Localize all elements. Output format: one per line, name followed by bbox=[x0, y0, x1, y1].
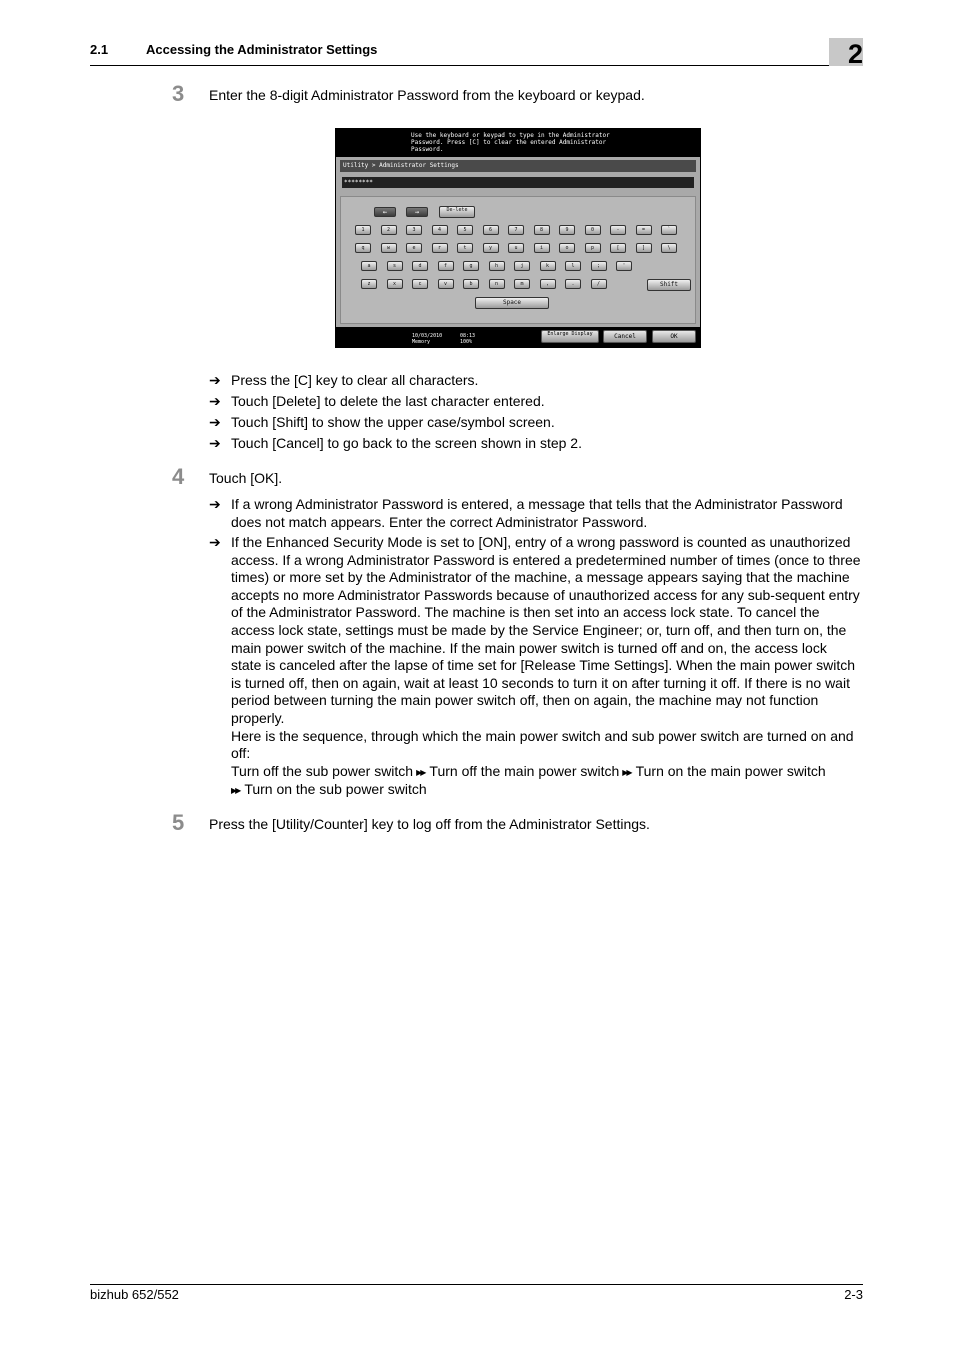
double-arrow-icon: ▶▶ bbox=[622, 767, 631, 777]
cancel-button[interactable]: Cancel bbox=[603, 330, 647, 343]
panel-message: Use the keyboard or keypad to type in the Administrator Password. Press [C] to clear the entered Administrator Password. bbox=[411, 132, 610, 153]
arrow-icon: ➔ bbox=[209, 496, 221, 512]
shift-key[interactable]: Shift bbox=[647, 279, 691, 291]
keyboard-key[interactable]: h bbox=[489, 261, 505, 271]
bullet-item bbox=[209, 534, 861, 800]
chapter-tab bbox=[829, 38, 863, 69]
bullet-paragraph: If the Enhanced Security Mode is set to [ON], entry of a wrong password is counted as unauthorized access. If a wrong Administrator Password is entered a predetermined number of times (once to three times) or more set by the Administrator of the machine, a message appears saying that the machine accepts no more Administrator Passwords because of unauthorized access for any sub-sequent entry of the Administrator Password. The machine is then set into an access lock state. To cancel the access lock state, settings must be made by the Service Engineer; or, turn off, and then turn on, the main power switch of the machine. If the main power switch is turned off and on, the access lock state is canceled after the lapse of time set for [Release Time Settings]. When the main power switch is turned off, then on again, wait at least 10 seconds to turn it on after turning it off. If there is no wait period between turning the main power switch off, then on again, the machine may not function properly. bbox=[231, 534, 861, 726]
status-bar bbox=[336, 327, 700, 347]
keyboard-key[interactable]: q bbox=[355, 243, 371, 253]
keyboard-key[interactable]: u bbox=[508, 243, 524, 253]
keyboard-key[interactable]: 5 bbox=[457, 225, 473, 235]
delete-key[interactable]: De-lete bbox=[439, 206, 475, 218]
keyboard-key[interactable]: 8 bbox=[534, 225, 550, 235]
keyboard-key[interactable]: l bbox=[565, 261, 581, 271]
keyboard-key[interactable]: k bbox=[540, 261, 556, 271]
bullet-item bbox=[209, 435, 861, 453]
keyboard-area bbox=[340, 196, 696, 324]
keyboard-key[interactable]: e bbox=[406, 243, 422, 253]
sequence-step: Turn off the sub power switch bbox=[231, 762, 414, 779]
message-bar bbox=[336, 129, 700, 157]
double-arrow-icon: ▶▶ bbox=[416, 767, 425, 777]
power-sequence bbox=[231, 763, 861, 800]
control-panel-screenshot bbox=[335, 128, 701, 348]
memory-value: 100% bbox=[460, 339, 473, 345]
keyboard-key[interactable]: z bbox=[361, 279, 377, 289]
memory-label: Memory bbox=[412, 339, 431, 345]
step-text: Enter the 8-digit Administrator Password from the keyboard or keypad. bbox=[209, 87, 645, 103]
keyboard-key[interactable]: \ bbox=[661, 243, 677, 253]
ok-button[interactable]: OK bbox=[652, 330, 696, 343]
step-number: 5 bbox=[172, 810, 185, 835]
enlarge-display-button[interactable]: Enlarge Display bbox=[541, 330, 599, 343]
keyboard-key[interactable]: ; bbox=[591, 261, 607, 271]
keyboard-key[interactable]: - bbox=[610, 225, 626, 235]
double-arrow-icon: ▶▶ bbox=[231, 786, 240, 796]
keyboard-key[interactable]: f bbox=[438, 261, 454, 271]
keyboard-key[interactable]: 0 bbox=[585, 225, 601, 235]
arrow-icon: ➔ bbox=[209, 372, 221, 388]
bullet-text: Touch [Delete] to delete the last character entered. bbox=[231, 393, 545, 409]
sequence-step: Turn on the sub power switch bbox=[244, 781, 427, 798]
keyboard-key[interactable]: r bbox=[432, 243, 448, 253]
keyboard-key[interactable]: ] bbox=[636, 243, 652, 253]
keyboard-key[interactable]: x bbox=[387, 279, 403, 289]
sequence-step: Turn on the main power switch bbox=[635, 762, 826, 779]
keyboard-key[interactable]: j bbox=[514, 261, 530, 271]
bullet-item bbox=[209, 393, 861, 411]
step-number: 4 bbox=[172, 464, 185, 489]
cursor-right-key[interactable]: → bbox=[406, 207, 428, 217]
footer-rule bbox=[90, 1284, 863, 1285]
keyboard-key[interactable]: 3 bbox=[406, 225, 422, 235]
keyboard-key[interactable]: d bbox=[412, 261, 428, 271]
keyboard-key[interactable]: ' bbox=[616, 261, 632, 271]
keyboard-key[interactable]: 1 bbox=[355, 225, 371, 235]
password-field[interactable]: ******** bbox=[342, 177, 694, 188]
bullet-text: Touch [Shift] to show the upper case/symbol screen. bbox=[231, 414, 555, 430]
date-memory bbox=[412, 333, 442, 345]
header-rule bbox=[90, 65, 863, 66]
keyboard-key[interactable]: . bbox=[565, 279, 581, 289]
bullet-text: Touch [Cancel] to go back to the screen shown in step 2. bbox=[231, 435, 582, 451]
keyboard-key[interactable]: s bbox=[387, 261, 403, 271]
breadcrumb: Utility > Administrator Settings bbox=[340, 160, 696, 172]
cursor-left-key[interactable]: ← bbox=[374, 207, 396, 217]
keyboard-key[interactable]: c bbox=[412, 279, 428, 289]
keyboard-key[interactable]: p bbox=[585, 243, 601, 253]
keyboard-key[interactable]: a bbox=[361, 261, 377, 271]
keyboard-key[interactable]: = bbox=[636, 225, 652, 235]
time-text: 08:13 bbox=[460, 333, 476, 339]
footer-model: bizhub 652/552 bbox=[90, 1287, 179, 1302]
step-text: Press the [Utility/Counter] key to log off from the Administrator Settings. bbox=[209, 816, 650, 832]
arrow-icon: ➔ bbox=[209, 534, 221, 550]
space-key[interactable]: Space bbox=[475, 297, 549, 309]
running-header bbox=[90, 42, 377, 57]
keyboard-key[interactable]: 9 bbox=[559, 225, 575, 235]
bullet-text: If a wrong Administrator Password is entered, a message that tells that the Administrator Password does not match appears. Enter the correct Administrator Password. bbox=[231, 496, 843, 530]
arrow-icon: ➔ bbox=[209, 414, 221, 430]
keyboard-key[interactable]: g bbox=[463, 261, 479, 271]
keyboard-key[interactable]: 7 bbox=[508, 225, 524, 235]
bullet-item bbox=[209, 414, 861, 432]
keyboard-key[interactable]: t bbox=[457, 243, 473, 253]
keyboard-key[interactable]: ` bbox=[661, 225, 677, 235]
date-text: 10/03/2010 bbox=[412, 333, 443, 339]
arrow-icon: ➔ bbox=[209, 435, 221, 451]
keyboard-key[interactable]: [ bbox=[610, 243, 626, 253]
section-title: Accessing the Administrator Settings bbox=[146, 42, 378, 57]
keyboard-key[interactable]: m bbox=[514, 279, 530, 289]
bullet-item bbox=[209, 496, 861, 531]
keyboard-key[interactable]: , bbox=[540, 279, 556, 289]
keyboard-key[interactable]: y bbox=[483, 243, 499, 253]
time-memory bbox=[460, 333, 475, 345]
step-number: 3 bbox=[172, 81, 185, 106]
section-number: 2.1 bbox=[90, 42, 109, 57]
keyboard-key[interactable]: v bbox=[438, 279, 454, 289]
footer-page-number: 2-3 bbox=[844, 1287, 863, 1302]
keyboard-key[interactable]: b bbox=[463, 279, 479, 289]
keyboard-key[interactable]: i bbox=[534, 243, 550, 253]
keyboard-key[interactable]: n bbox=[489, 279, 505, 289]
arrow-icon: ➔ bbox=[209, 393, 221, 409]
keyboard-key[interactable]: 2 bbox=[381, 225, 397, 235]
bullet-item bbox=[209, 372, 861, 390]
bullet-text: Press the [C] key to clear all characters. bbox=[231, 372, 479, 388]
bullet-paragraph: Here is the sequence, through which the main power switch and sub power switch are turned on and off: bbox=[231, 727, 854, 762]
bullet-text bbox=[231, 534, 861, 800]
keyboard-key[interactable]: o bbox=[559, 243, 575, 253]
sequence-step: Turn off the main power switch bbox=[429, 762, 620, 779]
keyboard-key[interactable]: 4 bbox=[432, 225, 448, 235]
step-text: Touch [OK]. bbox=[209, 470, 283, 486]
chapter-number: 2 bbox=[847, 39, 863, 69]
keyboard-key[interactable]: / bbox=[591, 279, 607, 289]
keyboard-key[interactable]: w bbox=[381, 243, 397, 253]
keyboard-key[interactable]: 6 bbox=[483, 225, 499, 235]
